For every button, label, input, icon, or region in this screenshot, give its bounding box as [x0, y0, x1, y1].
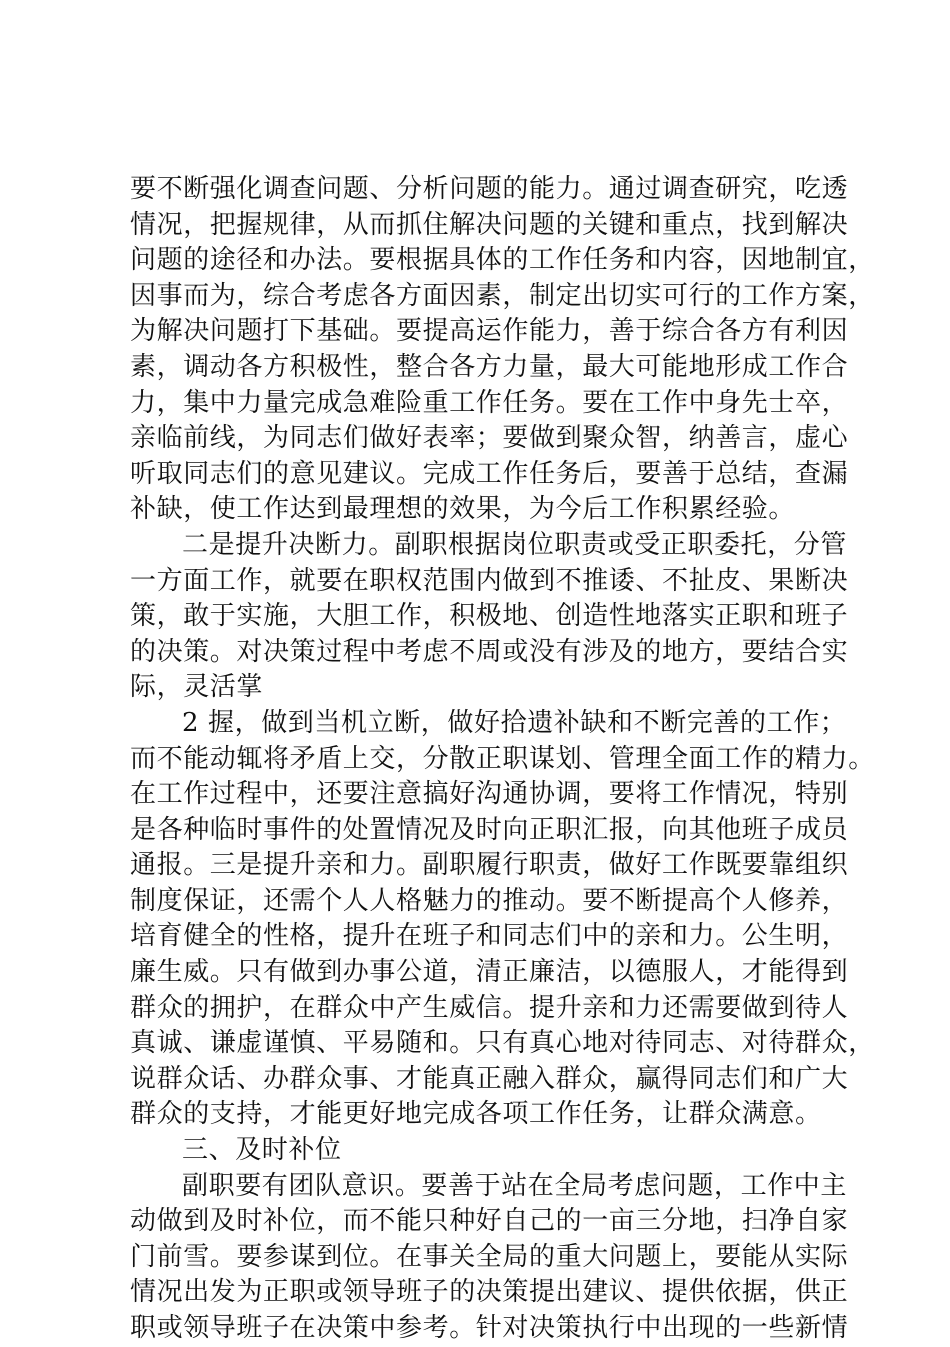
- text-line: 2 握，做到当机立断，做好拾遗补缺和不断完善的工作；: [182, 707, 847, 738]
- text-line: 副职要有团队意识。要善于站在全局考虑问题，工作中主: [182, 1170, 848, 1201]
- text-line: 情况，把握规律，从而抓住解决问题的关键和重点，找到解决: [130, 209, 849, 240]
- text-line: 为解决问题打下基础。要提高运作能力，善于综合各方有利因: [130, 316, 849, 347]
- text-line: 动做到及时补位，而不能只种好自己的一亩三分地，扫净自家: [130, 1206, 849, 1237]
- text-line: 真诚、谦虚谨慎、平易随和。只有真心地对待同志、对待群众，: [130, 1028, 875, 1059]
- text-line: 补缺，使工作达到最理想的效果，为今后工作积累经验。: [130, 494, 796, 525]
- text-line: 二是提升决断力。副职根据岗位职责或受正职委托，分管: [182, 529, 848, 560]
- text-line: 说群众话、办群众事、才能真正融入群众，赢得同志们和广大: [130, 1063, 849, 1094]
- text-line: 而不能动辄将矛盾上交，分散正职谋划、管理全面工作的精力。: [130, 743, 875, 774]
- text-line: 听取同志们的意见建议。完成工作任务后，要善于总结，查漏: [130, 458, 849, 489]
- text-line: 力，集中力量完成急难险重工作任务。要在工作中身先士卒，: [130, 387, 849, 418]
- text-line: 一方面工作，就要在职权范围内做到不推诿、不扯皮、果断决: [130, 565, 849, 596]
- text-line: 素，调动各方积极性，整合各方力量，最大可能地形成工作合: [130, 351, 849, 382]
- text-line: 策，敢于实施，大胆工作，积极地、创造性地落实正职和班子: [130, 601, 849, 632]
- text-line: 问题的途径和办法。要根据具体的工作任务和内容，因地制宜，: [130, 245, 875, 276]
- text-line: 培育健全的性格，提升在班子和同志们中的亲和力。公生明，: [130, 921, 849, 952]
- text-line: 三、及时补位: [182, 1135, 342, 1166]
- text-line: 的决策。对决策过程中考虑不周或没有涉及的地方，要结合实: [130, 636, 849, 667]
- text-line: 廉生威。只有做到办事公道，清正廉洁，以德服人，才能得到: [130, 957, 849, 988]
- text-line: 亲临前线，为同志们做好表率；要做到聚众智，纳善言，虚心: [130, 423, 849, 454]
- text-line: 因事而为，综合考虑各方面因素，制定出切实可行的工作方案，: [130, 280, 875, 311]
- text-line: 制度保证，还需个人人格魅力的推动。要不断提高个人修养，: [130, 885, 849, 916]
- text-line: 群众的支持，才能更好地完成各项工作任务，让群众满意。: [130, 1099, 822, 1130]
- text-line: 情况出发为正职或领导班子的决策提出建议、提供依据，供正: [130, 1277, 849, 1308]
- text-line: 要不断强化调查问题、分析问题的能力。通过调查研究，吃透: [130, 174, 849, 204]
- text-line: 是各种临时事件的处置情况及时向正职汇报，向其他班子成员: [130, 814, 849, 845]
- text-line: 际，灵活掌: [130, 672, 264, 703]
- text-line: 职或领导班子在决策中参考。针对决策执行中出现的一些新情: [130, 1313, 849, 1343]
- text-line: 群众的拥护，在群众中产生威信。提升亲和力还需要做到待人: [130, 992, 849, 1023]
- text-line: 通报。三是提升亲和力。副职履行职责，做好工作既要靠组织: [130, 850, 849, 881]
- text-line: 门前雪。要参谋到位。在事关全局的重大问题上，要能从实际: [130, 1241, 849, 1272]
- body-text: [130, 172, 875, 1347]
- text-line: 在工作过程中，还要注意搞好沟通协调，要将工作情况，特别: [130, 779, 849, 810]
